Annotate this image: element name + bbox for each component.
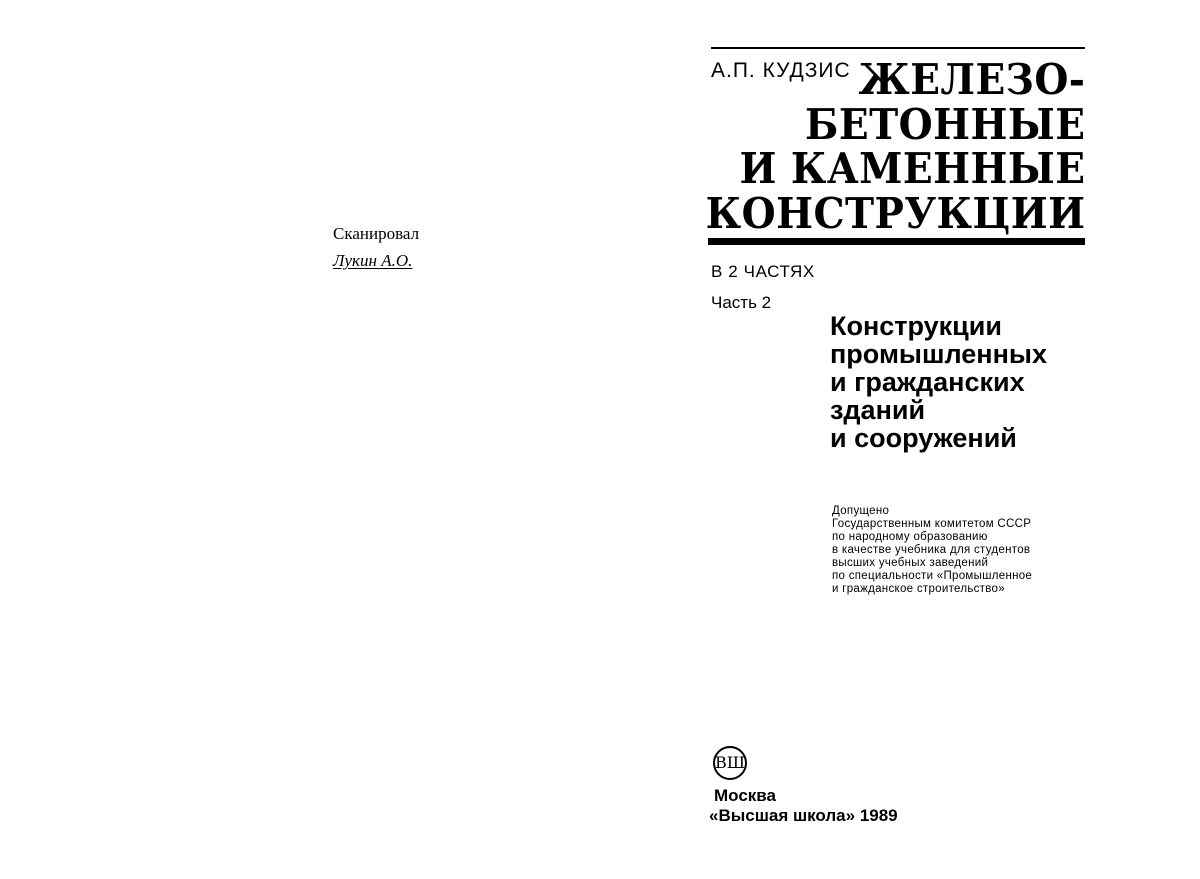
publisher-city: Москва <box>714 786 776 805</box>
approval-line: по народному образованию <box>832 531 988 543</box>
book-title <box>705 55 1085 238</box>
publisher-year: «Высшая школа» 1989 <box>709 806 898 825</box>
scanned-by-label: Сканировал <box>333 224 420 243</box>
approval-line: Допущено <box>832 505 890 517</box>
title-line: КОНСТРУКЦИИ <box>705 188 1085 238</box>
title-line: ЖЕЛЕЗО- <box>858 55 1085 104</box>
title-line: И КАМЕННЫЕ <box>738 144 1085 193</box>
approval-line: по специальности «Промышленное <box>832 570 1033 582</box>
approval-line: Государственным комитетом СССР <box>832 518 1032 530</box>
book-subtitle <box>830 312 1047 452</box>
approval-note <box>832 505 1032 596</box>
approval-line: в качестве учебника для студентов <box>832 544 1031 556</box>
subtitle-line: промышленных <box>830 339 1047 369</box>
author: А.П. КУДЗИС <box>711 59 851 82</box>
part-number: Часть 2 <box>711 293 772 312</box>
approval-line: высших учебных заведений <box>832 557 989 569</box>
top-rule <box>711 47 1085 49</box>
subtitle-line: Конструкции <box>830 311 1002 341</box>
approval-line: и гражданское строительство» <box>832 583 1005 595</box>
subtitle-line: зданий <box>830 395 926 425</box>
scanned-by-name: Лукин А.О. <box>333 251 413 270</box>
bottom-rule <box>708 238 1085 245</box>
publisher-logo-icon <box>713 746 747 780</box>
subtitle-line: и гражданских <box>830 367 1025 397</box>
parts-count: В 2 ЧАСТЯХ <box>711 262 815 281</box>
scan-credit <box>333 222 419 273</box>
publisher-logo-text: ВШ <box>715 753 746 772</box>
title-line: БЕТОННЫЕ <box>804 99 1085 149</box>
subtitle-line: и сооружений <box>830 423 1017 453</box>
